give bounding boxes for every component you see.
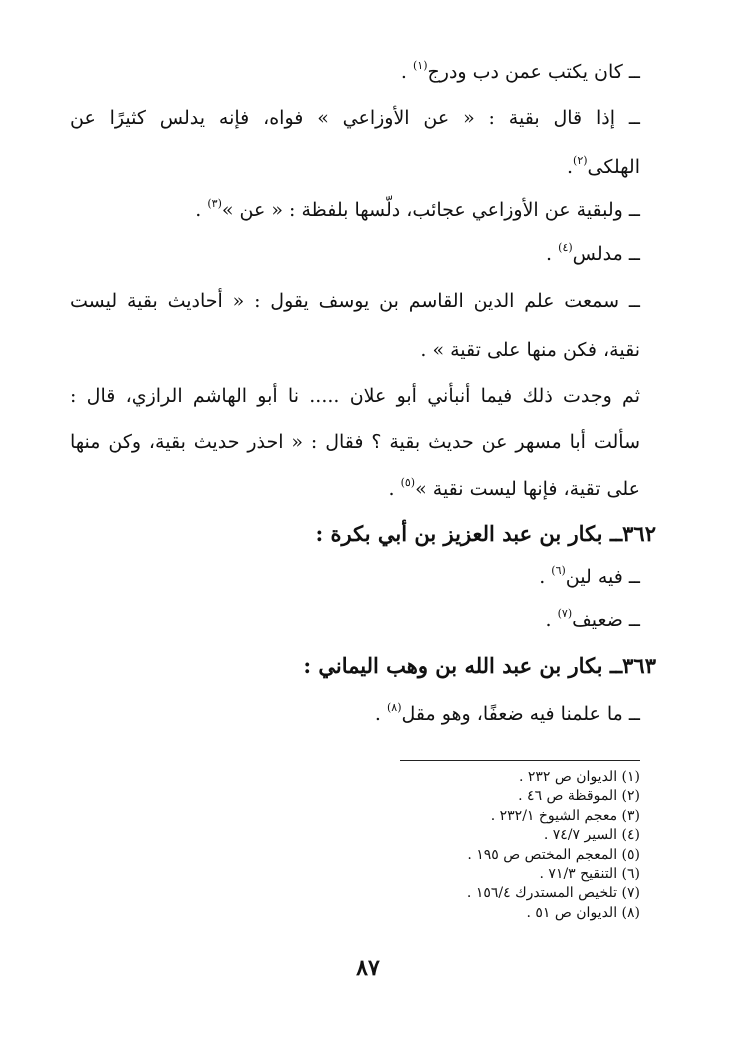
text-line: ــ إذا قال بقية : « عن الأوزاعي » فواه، فإنه يدلس كثيرًا عن	[70, 107, 640, 129]
footnote: (٥) المعجم المختص ص ١٩٥ .	[467, 846, 640, 863]
footnote-ref: (٤)	[558, 241, 573, 254]
text-line: ثم وجدت ذلك فيما أنبأني أبو علان ..... نا أبو الهاشم الرازي، قال :	[70, 385, 640, 407]
footnote: (٦) التنقيح ٧١/٣ .	[539, 866, 640, 883]
footnote-ref: (١)	[412, 59, 428, 72]
footnote-ref: (٨)	[386, 701, 402, 714]
text-line: نقية، فكن منها على تقية » .	[420, 339, 640, 361]
entry-heading: ٣٦٣ــ بكار بن عبد الله بن وهب اليماني :	[303, 653, 656, 678]
text-line: ــ سمعت علم الدين القاسم بن يوسف يقول : « أحاديث بقية ليست	[70, 290, 640, 312]
footnote: (٣) معجم الشيوخ ٢٣٢/١ .	[490, 807, 640, 824]
text-line: الهلكى$^{(٢)}$.	[566, 154, 640, 178]
footnote-ref: (٥)	[400, 476, 416, 489]
text-line: ــ ما علمنا فيه ضعفًا، وهو مقل$^{(٨)}$ .	[374, 701, 640, 725]
text-line: ــ ضعيف$^{(٧)}$ .	[545, 607, 640, 631]
footnote: (٤) السير ٧٤/٧ .	[543, 827, 640, 844]
footnote: (٢) الموقظة ص ٤٦ .	[518, 788, 640, 805]
text-line: على تقية، فإنها ليست نقية »$^{(٥)}$ .	[388, 476, 640, 500]
footnote-ref: (٧)	[557, 607, 573, 620]
footnotes	[320, 768, 640, 923]
footnote: (١) الديوان ص ٢٣٢ .	[518, 769, 640, 785]
text-line: سألت أبا مسهر عن حديث بقية ؟ فقال : « احذر حديث بقية، وكن منها	[70, 431, 640, 453]
footnote-ref: (٢)	[573, 154, 588, 167]
footnote: (٧) تلخيص المستدرك ١٥٦/٤ .	[466, 885, 640, 902]
text-line: ــ فيه لين$^{(٦)}$ .	[539, 564, 640, 588]
footnote-ref: (٣)	[207, 197, 222, 210]
page-number: ٨٧	[356, 955, 380, 981]
footnote-separator	[400, 760, 640, 761]
text-line: ــ ولبقية عن الأوزاعي عجائب، دلّسها بلفظة : « عن »$^{(٣)}$ .	[195, 197, 640, 221]
entry-heading: ٣٦٢ــ بكار بن عبد العزيز بن أبي بكرة :	[315, 521, 656, 546]
footnote-ref: (٦)	[551, 564, 566, 577]
text-line: ــ كان يكتب عمن دب ودرج$^{(١)}$ .	[400, 59, 640, 83]
footnote: (٨) الديوان ص ٥١ .	[526, 904, 640, 921]
text-line: ــ مدلس$^{(٤)}$ .	[546, 241, 640, 265]
